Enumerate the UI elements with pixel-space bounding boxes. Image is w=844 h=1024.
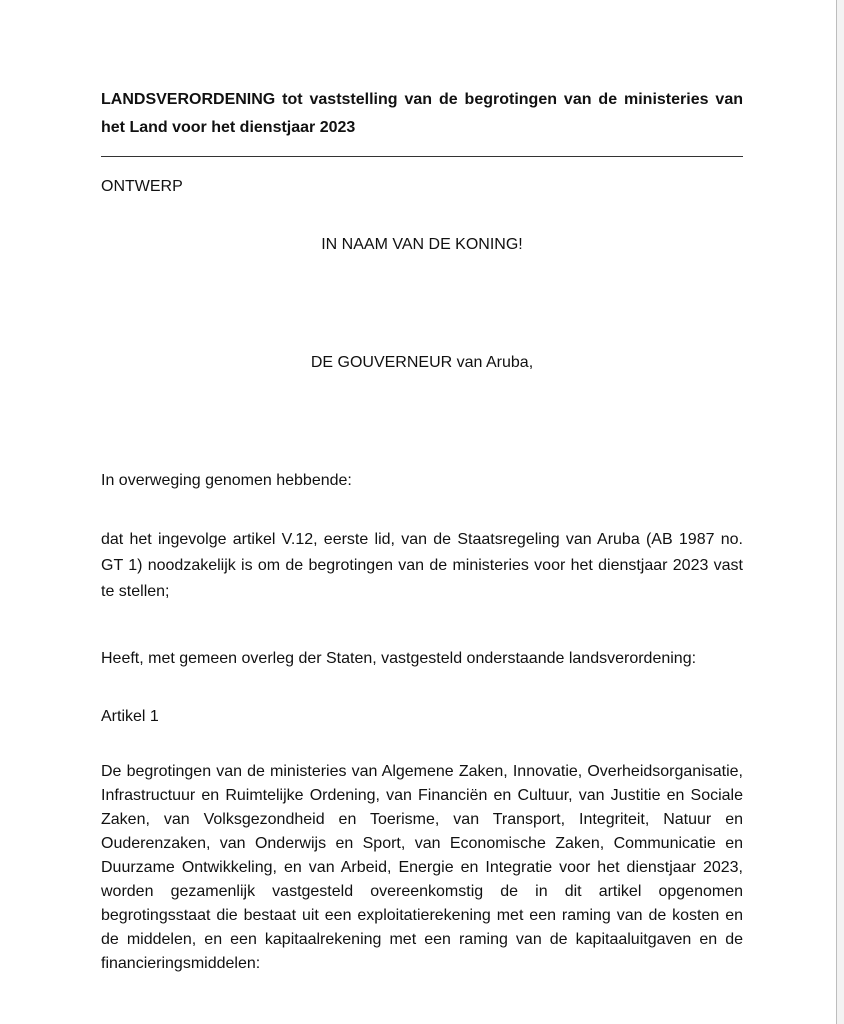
- proclamation-heading: IN NAAM VAN DE KONING!: [321, 236, 523, 253]
- consideration-intro: In overweging genomen hebbende:: [101, 472, 352, 489]
- page-gutter: [837, 0, 844, 1024]
- governor-heading: DE GOUVERNEUR van Aruba,: [310, 354, 534, 371]
- enactment-clause: Heeft, met gemeen overleg der Staten, vastgesteld onderstaande landsverordening:: [101, 650, 697, 667]
- consideration-paragraph: dat het ingevolge artikel V.12, eerste lid, van de Staatsregeling van Aruba (AB 1987 no. GT 1) noodzakelijk is om de begrotingen van de ministeries voor het dienstjaar 2023 vast te stellen;: [101, 531, 743, 600]
- article-paragraph: De begrotingen van de ministeries van Algemene Zaken, Innovatie, Overheidsorganisatie, Infrastructuur en Ruimtelijke Ordening, van Financiën en Cultuur, van Justitie en Sociale Zaken, van Volksgezondheid en Toerisme, van Transport, Integriteit, Natuur en Ouderenzaken, van Onderwijs en Sport, van Economische Zaken, Communicatie en Duurzame Ontwikkeling, en van Arbeid, Energie en Integratie voor het dienstjaar 2023, worden gezamenlijk vastgesteld overeenkomstig de in dit artikel opgenomen begrotingsstaat die bestaat uit een exploitatierekening met een raming van de kosten en de middelen, en een kapitaalrekening met een raming van de kapitaaluitgaven en de financieringsmiddelen:: [101, 763, 743, 972]
- article-heading: Artikel 1: [101, 708, 159, 725]
- title-divider: [101, 156, 743, 157]
- draft-status-label: ONTWERP: [101, 178, 183, 195]
- document-title: LANDSVERORDENING tot vaststelling van de begrotingen van de ministeries van het Land voor het dienstjaar 2023: [101, 91, 743, 136]
